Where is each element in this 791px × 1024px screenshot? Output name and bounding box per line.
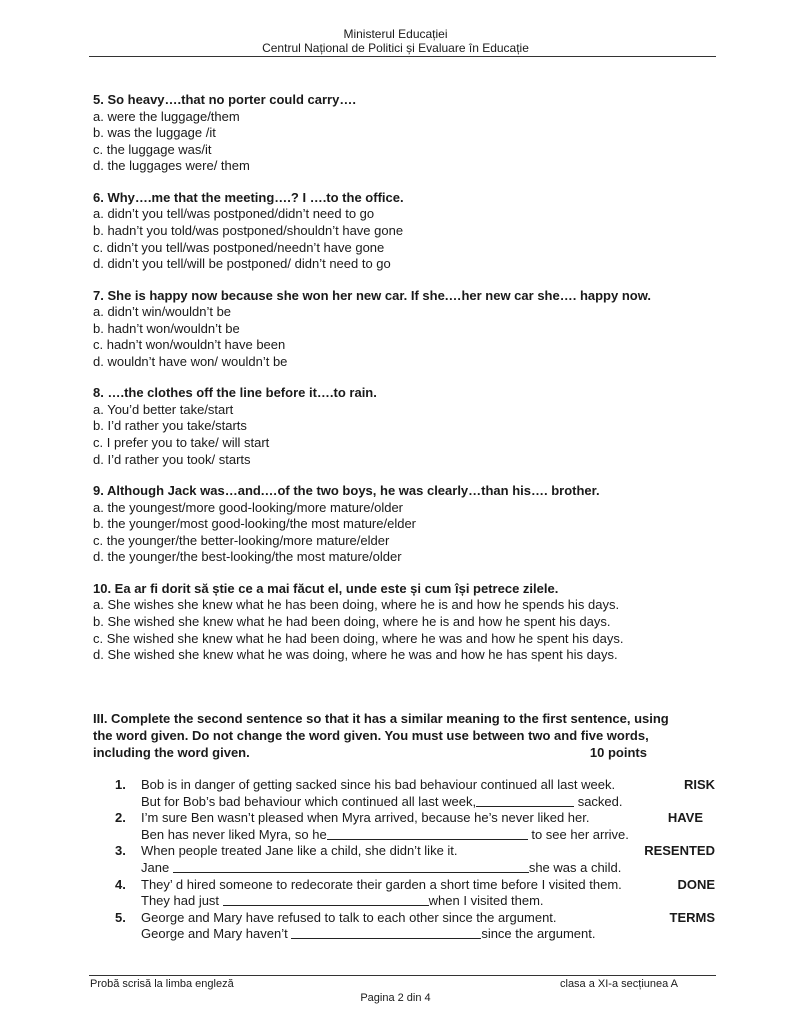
prompt-end: since the argument. [481,926,596,942]
prompt-start: But for Bob’s bad behaviour which continued all last week, [141,793,477,809]
question-stem: 7. She is happy now because she won her new car. If she.…her new car she…. happy now. [93,287,651,303]
prompt-end: when I visited them. [428,893,544,909]
option-c: c. She wished she knew what he had been doing, where he was and how he spent his days. [93,630,624,646]
page-number: Pagina 2 din 4 [360,992,431,1004]
question-stem: 8. ….the clothes off the line before it….to rain. [93,385,377,401]
prompt-end: to see her arrive. [527,826,629,842]
prompt-end: she was a child. [528,859,622,875]
prompt-start: Jane [141,859,173,875]
instruction-line: III. Complete the second sentence so that it has a similar meaning to the first sentence, using [93,711,669,726]
answer-blank[interactable] [173,860,529,873]
keyword: RISK [683,777,715,792]
prompt-end: sacked. [574,793,623,809]
keyword: TERMS [669,909,715,925]
original-sentence: They’ d hired someone to redecorate their garden a short time before I visited them. [141,876,622,892]
question-7 [93,288,713,371]
points-label: 10 points [589,745,647,760]
option-d: d. the younger/the best-looking/the most mature/older [93,549,402,565]
option-c: c. I prefer you to take/ will start [93,435,270,451]
question-9 [93,483,713,566]
transformation-items [115,777,715,943]
footer-class: clasa a XI-a secțiunea A [560,978,679,990]
original-sentence: Bob is in danger of getting sacked since his bad behaviour continued all last week. [141,777,616,792]
item-number: 4. [115,876,126,892]
keyword: RESENTED [644,843,715,859]
section-3-instructions [93,710,713,761]
option-a: a. didn’t win/wouldn’t be [93,304,232,320]
question-10 [93,581,713,664]
prompt-start: George and Mary haven’t [141,926,292,942]
answer-blank[interactable] [291,926,481,939]
option-d: d. I’d rather you took/ starts [93,451,251,467]
original-sentence: I’m sure Ben wasn’t pleased when Myra arrived, because he’s never liked her. [141,810,590,826]
option-b: b. hadn’t won/wouldn’t be [93,320,240,336]
option-d: d. She wished she knew what he was doing, where he was and how he has spent his days. [93,647,618,663]
question-8 [93,385,713,468]
list-item [115,910,715,943]
option-a: a. She wishes she knew what he has been doing, where he is and how he spends his days. [93,597,620,613]
option-d: d. didn’t you tell/will be postponed/ didn’t need to go [93,256,391,272]
item-number: 1. [115,777,126,792]
original-sentence: When people treated Jane like a child, she didn’t like it. [141,843,458,859]
original-sentence: George and Mary have refused to talk to each other since the argument. [141,909,557,925]
option-c: c. didn’t you tell/was postponed/needn’t have gone [93,239,385,255]
option-d: d. the luggages were/ them [93,158,250,174]
question-stem: 5. So heavy….that no porter could carry…. [93,92,356,107]
option-b: b. the younger/most good-looking/the most mature/elder [93,516,417,532]
list-item [115,810,715,843]
list-item [115,843,715,876]
instruction-line: including the word given. [93,745,250,760]
list-item [115,877,715,910]
option-b: b. was the luggage /it [93,125,216,141]
answer-blank[interactable] [327,827,528,840]
answer-blank[interactable] [476,794,574,807]
keyword: HAVE [667,810,703,826]
list-item [115,777,715,810]
question-stem: 9. Although Jack was…and.…of the two boys, he was clearly…than his…. brother. [93,483,600,499]
item-number: 2. [115,810,126,826]
option-a: a. the youngest/more good-looking/more mature/older [93,499,404,515]
page-header [0,27,791,55]
multiple-choice-section [93,92,713,664]
option-c: c. the younger/the better-looking/more mature/elder [93,532,390,548]
option-a: a. were the luggage/them [93,108,240,124]
prompt-start: They had just [141,893,223,909]
footer-exam-name: Probă scrisă la limba engleză [90,978,234,990]
option-b: b. hadn’t you told/was postponed/shouldn’t have gone [93,222,404,238]
question-stem: 10. Ea ar fi dorit să știe ce a mai făcut el, unde este și cum își petrece zilele. [93,580,559,596]
footer-divider [89,975,716,976]
answer-blank[interactable] [223,893,429,906]
option-b: b. I’d rather you take/starts [93,418,247,434]
option-a: a. didn’t you tell/was postponed/didn’t need to go [93,206,375,222]
option-b: b. She wished she knew what he had been doing, where he is and how he spent his days. [93,614,611,630]
center-name: Centrul Național de Politici și Evaluare în Educație [262,41,529,55]
option-a: a. You’d better take/start [93,401,234,417]
option-c: c. the luggage was/it [93,141,212,157]
question-5 [93,92,713,175]
header-divider [89,56,716,57]
keyword: DONE [677,876,715,892]
option-d: d. wouldn’t have won/ wouldn’t be [93,353,288,369]
item-number: 5. [115,909,126,925]
question-stem: 6. Why….me that the meeting….? I ….to the office. [93,189,404,205]
item-number: 3. [115,843,126,859]
prompt-start: Ben has never liked Myra, so he [141,826,327,842]
question-6 [93,190,713,273]
instruction-line: the word given. Do not change the word given. You must use between two and five words, [93,728,649,743]
ministry-name: Ministerul Educației [343,27,448,41]
option-c: c. hadn’t won/wouldn’t have been [93,337,286,353]
